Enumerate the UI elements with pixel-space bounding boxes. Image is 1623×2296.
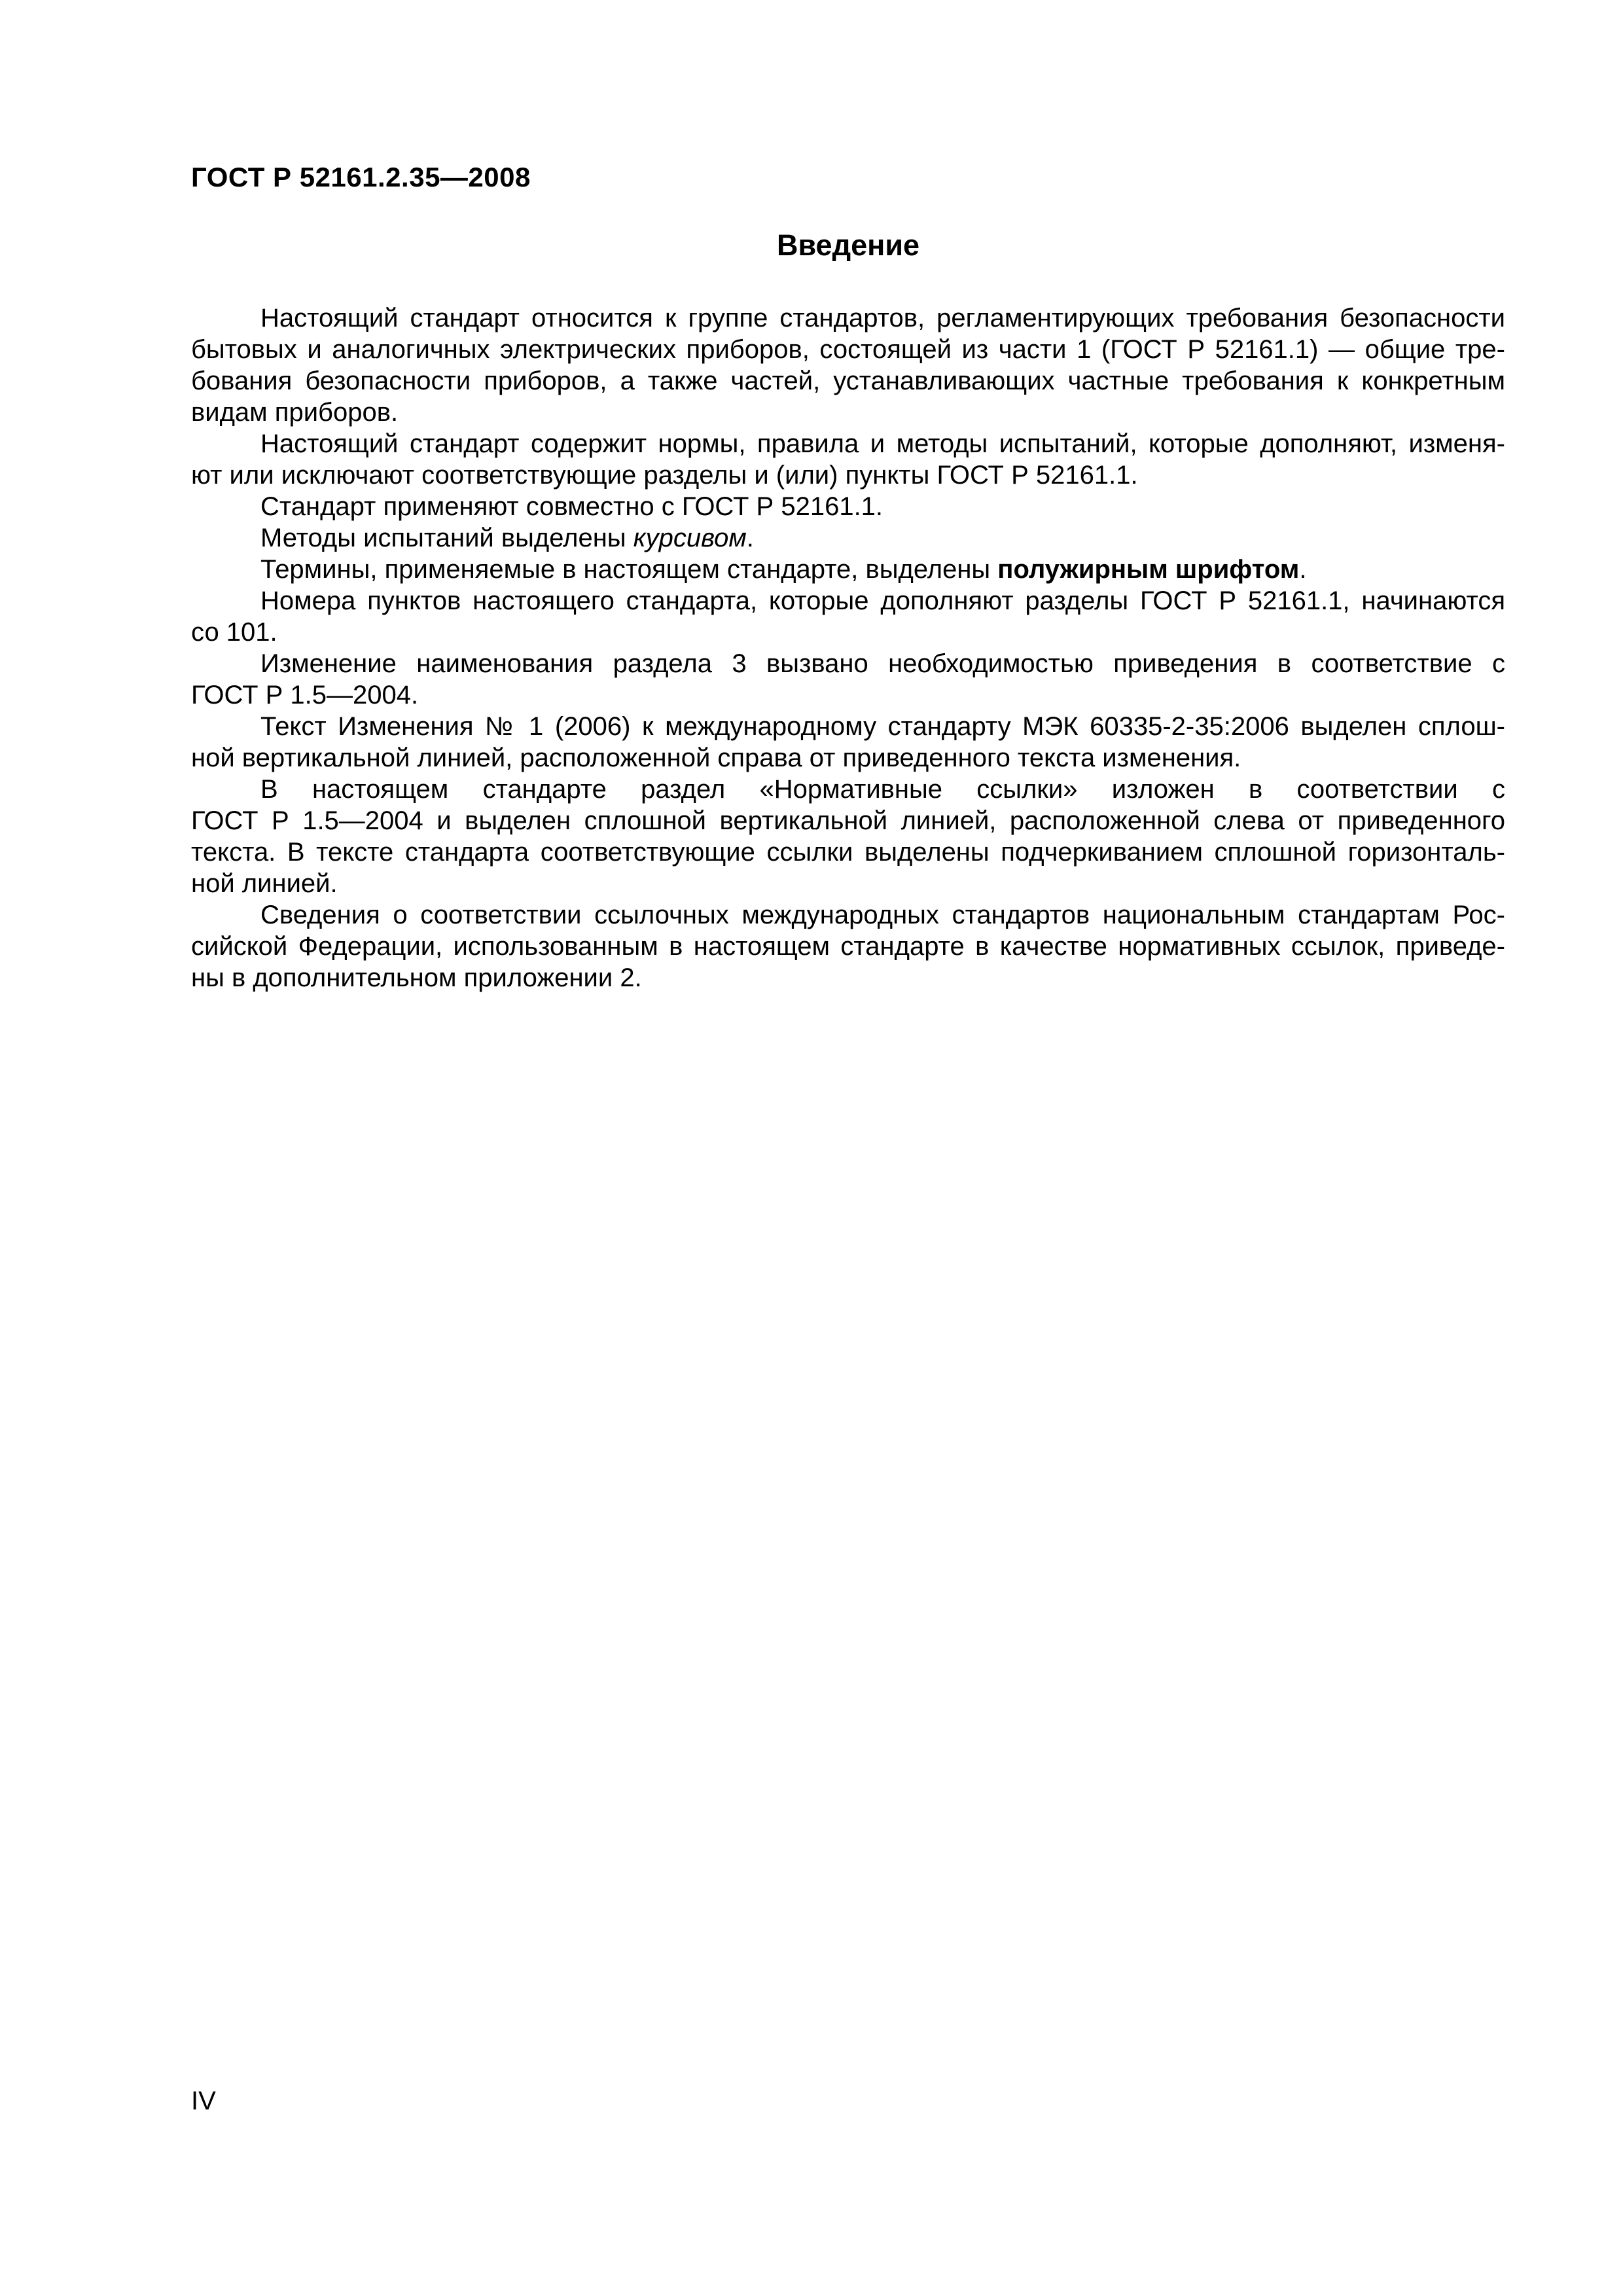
page-number: IV bbox=[191, 2087, 216, 2115]
text-run: ной линией. bbox=[191, 869, 338, 898]
paragraph-line bbox=[191, 365, 1505, 397]
paragraph-line bbox=[191, 617, 1505, 648]
text-run: Изменение наименования раздела 3 вызвано необходимостью приведения в соответствие с bbox=[260, 649, 1505, 678]
paragraph-line bbox=[191, 774, 1505, 805]
paragraph-line bbox=[191, 428, 1505, 459]
text-run: Номера пунктов настоящего стандарта, которые дополняют разделы ГОСТ Р 52161.1, начинаются bbox=[260, 586, 1505, 615]
paragraph bbox=[191, 711, 1505, 774]
paragraph bbox=[191, 554, 1505, 585]
paragraph bbox=[191, 774, 1505, 899]
paragraph-line bbox=[191, 931, 1505, 962]
text-run: со 101. bbox=[191, 618, 277, 647]
text-run: Термины, применяемые в настоящем стандарте, выделены bbox=[260, 555, 998, 584]
paragraph-line bbox=[191, 648, 1505, 679]
paragraph-line bbox=[191, 585, 1505, 617]
text-run: бования безопасности приборов, а также частей, устанавливающих частные требования к конкретным bbox=[191, 367, 1505, 395]
paragraph-line bbox=[191, 334, 1505, 365]
paragraph-line bbox=[191, 679, 1505, 711]
paragraph-line bbox=[191, 491, 1505, 522]
paragraph-line bbox=[191, 397, 1505, 428]
text-run: Текст Изменения № 1 (2006) к международному стандарту МЭК 60335-2-35:2006 выделен сплош- bbox=[260, 712, 1505, 741]
paragraph-line bbox=[191, 836, 1505, 868]
text-run: ной вертикальной линией, расположенной справа от приведенного текста изменения. bbox=[191, 744, 1241, 772]
text-run: . bbox=[746, 524, 754, 552]
text-run: ны в дополнительном приложении 2. bbox=[191, 963, 642, 992]
page-title: Введение bbox=[776, 228, 920, 262]
text-run: текста. В тексте стандарта соответствующие ссылки выделены подчеркиванием сплошной горизонталь- bbox=[191, 838, 1505, 867]
paragraph-line bbox=[191, 899, 1505, 931]
paragraph-line bbox=[191, 302, 1505, 334]
paragraph-line bbox=[191, 742, 1505, 774]
document-body bbox=[191, 302, 1505, 994]
italic-run: курсивом bbox=[633, 524, 747, 552]
text-run: ют или исключают соответствующие разделы и (или) пункты ГОСТ Р 52161.1. bbox=[191, 461, 1138, 490]
paragraph-line bbox=[191, 522, 1505, 554]
paragraph bbox=[191, 428, 1505, 491]
document-header: ГОСТ Р 52161.2.35—2008 bbox=[191, 162, 531, 192]
paragraph-line bbox=[191, 868, 1505, 899]
paragraph bbox=[191, 522, 1505, 554]
bold-run: полужирным шрифтом bbox=[997, 555, 1300, 584]
paragraph-line bbox=[191, 805, 1505, 836]
text-run: видам приборов. bbox=[191, 398, 399, 427]
text-run: . bbox=[1299, 555, 1307, 584]
text-run: Стандарт применяют совместно с ГОСТ Р 52161.1. bbox=[260, 492, 883, 521]
paragraph bbox=[191, 585, 1505, 648]
paragraph bbox=[191, 491, 1505, 522]
text-run: Методы испытаний выделены bbox=[260, 524, 633, 552]
paragraph bbox=[191, 302, 1505, 428]
paragraph bbox=[191, 648, 1505, 711]
paragraph-line bbox=[191, 962, 1505, 994]
text-run: Настоящий стандарт содержит нормы, правила и методы испытаний, которые дополняют, изменя- bbox=[260, 429, 1505, 458]
text-run: бытовых и аналогичных электрических приборов, состоящей из части 1 (ГОСТ Р 52161.1) — общие тре- bbox=[191, 335, 1505, 364]
text-run: сийской Федерации, использованным в настоящем стандарте в качестве нормативных ссылок, приведе- bbox=[191, 932, 1505, 961]
paragraph-line bbox=[191, 554, 1505, 585]
text-run: В настоящем стандарте раздел «Нормативные ссылки» изложен в соответствии с bbox=[260, 775, 1505, 804]
paragraph bbox=[191, 899, 1505, 994]
text-run: Настоящий стандарт относится к группе стандартов, регламентирующих требования безопасности bbox=[260, 304, 1505, 332]
text-run: ГОСТ Р 1.5—2004. bbox=[191, 681, 419, 709]
text-run: Сведения о соответствии ссылочных международных стандартов национальным стандартам Рос- bbox=[260, 901, 1505, 929]
paragraph-line bbox=[191, 711, 1505, 742]
text-run: ГОСТ Р 1.5—2004 и выделен сплошной вертикальной линией, расположенной слева от приведенного bbox=[191, 806, 1505, 835]
paragraph-line bbox=[191, 459, 1505, 491]
